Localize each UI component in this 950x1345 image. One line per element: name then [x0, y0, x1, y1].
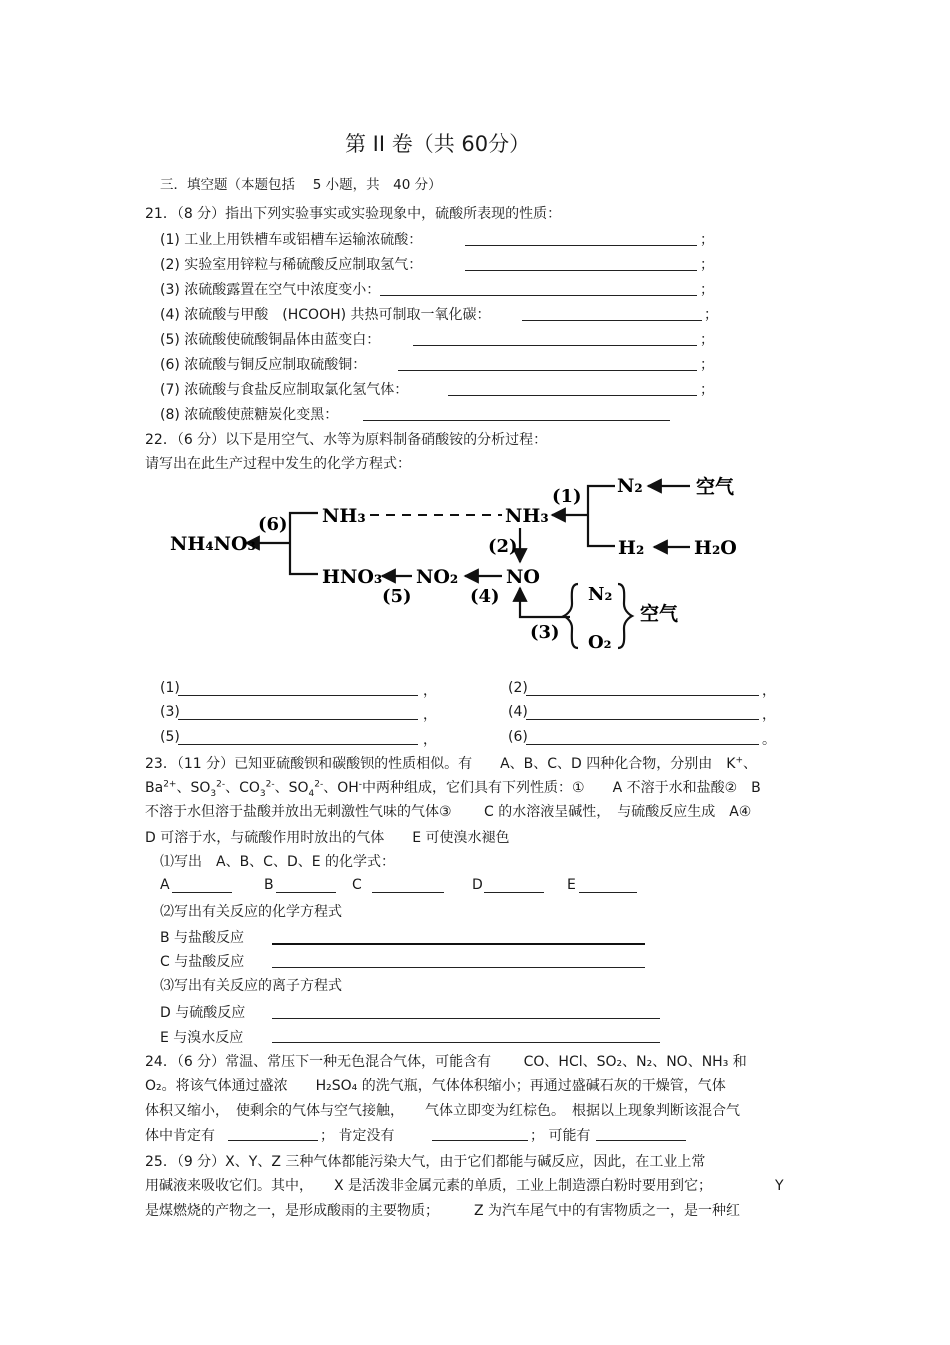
q21-sep-5: ； — [700, 332, 714, 348]
q24-possible-label: ； 可能有 — [530, 1128, 591, 1144]
q23-answer-b[interactable] — [276, 892, 336, 893]
q21-answer-8[interactable] — [363, 420, 670, 421]
q22-answer-1[interactable] — [178, 695, 418, 696]
q24-certain-label: 体中肯定有 — [145, 1128, 215, 1144]
q24-line-1: 24．（6 分）常温、常压下一种无色混合气体，可能含有 CO、HCl、SO₂、N₂、NO、NH₃ 和 — [145, 1054, 747, 1070]
q22-blank-label-5: (5) — [160, 729, 180, 745]
q22-comma-5: ， — [423, 732, 437, 748]
section-heading: 三．填空题（本题包括 5 小题，共 40 分） — [160, 177, 442, 193]
label-no2: NO₂ — [416, 566, 459, 588]
q23-d-answer[interactable] — [272, 1018, 660, 1019]
q23-answer-a[interactable] — [172, 892, 232, 893]
q23-line-2-rest: 中两种组成，它们具有下列性质：① A 不溶于水和盐酸② B — [362, 780, 761, 796]
q22-comma-2: ， — [762, 683, 776, 699]
label-step-1: (1) — [552, 486, 582, 507]
q23-letter-e: E — [567, 877, 576, 893]
q23-ion-so4: 、SO — [274, 780, 309, 796]
label-n2-bottom: N₂ — [588, 584, 613, 605]
q23-ion-oh: 、OH — [323, 780, 359, 796]
q22-blank-label-2: (2) — [508, 680, 528, 696]
label-step-5: (5) — [382, 586, 412, 607]
q24-certain-answer[interactable] — [228, 1140, 318, 1141]
page-title: 第 II 卷（共 60分） — [345, 132, 531, 156]
q22-blank-label-6: (6) — [508, 729, 528, 745]
q24-absent-label: ； 肯定没有 — [320, 1128, 395, 1144]
q21-sep-1: ； — [700, 232, 714, 248]
q21-answer-3[interactable] — [380, 295, 697, 296]
q23-line-1 — [145, 753, 757, 773]
q23-ion-so3-charge: 2- — [216, 779, 226, 790]
q21-answer-2[interactable] — [465, 270, 697, 271]
q23-c-answer[interactable] — [272, 967, 645, 968]
q23-answer-e[interactable] — [579, 892, 637, 893]
q22-stem: 22．（6 分）以下是用空气、水等为原料制备硝酸铵的分析过程： — [145, 432, 548, 448]
label-o2: O₂ — [588, 632, 612, 653]
q23-ion-so3: 、SO — [176, 780, 211, 796]
label-no: NO — [506, 566, 540, 588]
q21-item-7: (7) 浓硫酸与食盐反应制取氯化氢气体： — [160, 382, 409, 398]
q23-e-answer[interactable] — [272, 1042, 660, 1043]
q24-absent-answer[interactable] — [432, 1140, 528, 1141]
q23-ion-ba: Ba — [145, 780, 164, 796]
nh4no3-process-diagram — [160, 470, 760, 660]
q23-ion-co3-charge: 2- — [265, 779, 275, 790]
label-step-2: (2) — [488, 536, 518, 557]
label-air-top: 空气 — [696, 476, 735, 498]
q24-line-2: O₂。将该气体通过盛浓 H₂SO₄ 的洗气瓶，气体体积缩小；再通过盛碱石灰的干燥管，气体 — [145, 1078, 726, 1094]
q23-ion-so4-charge: 2- — [314, 779, 324, 790]
q22-prompt: 请写出在此生产过程中发生的化学方程式： — [145, 456, 411, 472]
q23-letter-d: D — [472, 877, 483, 893]
label-nh4no3: NH₄NO₃ — [170, 533, 256, 555]
q23-line-1-end: 、 — [743, 756, 757, 772]
label-hno3: HNO₃ — [322, 566, 383, 588]
q22-answer-4[interactable] — [526, 719, 759, 720]
q23-ion-so3-sub: 3 — [210, 788, 217, 799]
q23-answer-c[interactable] — [372, 892, 444, 893]
label-nh3-left: NH₃ — [322, 505, 366, 527]
q23-sub-3: ⑶写出有关反应的离子方程式 — [160, 978, 342, 994]
q25-line-2: 用碱液来吸收它们。其中， X 是活泼非金属元素的单质，工业上制造漂白粉时要用到它； Y — [145, 1178, 784, 1194]
q23-ion-so4-sub: 4 — [308, 788, 315, 799]
q21-sep-3: ； — [700, 282, 714, 298]
q21-item-1: (1) 工业上用铁槽车或铝槽车运输浓硫酸： — [160, 232, 423, 248]
q23-sub-1: ⑴写出 A、B、C、D、E 的化学式： — [160, 854, 396, 870]
q22-answer-2[interactable] — [526, 695, 759, 696]
q21-answer-6[interactable] — [398, 370, 697, 371]
q23-ion-co3-sub: 3 — [259, 788, 266, 799]
q21-item-5: (5) 浓硫酸使硫酸铜晶体由蓝变白： — [160, 332, 381, 348]
q21-answer-4[interactable] — [522, 320, 702, 321]
q22-answer-3[interactable] — [178, 719, 418, 720]
q21-stem: 21．（8 分）指出下列实验事实或实验现象中，硫酸所表现的性质： — [145, 206, 562, 222]
q25-line-3: 是煤燃烧的产物之一，是形成酸雨的主要物质； Z 为汽车尾气中的有害物质之一，是一种红 — [145, 1203, 741, 1219]
q21-answer-5[interactable] — [413, 345, 697, 346]
q21-answer-7[interactable] — [448, 395, 697, 396]
label-h2o: H₂O — [694, 537, 737, 559]
q21-sep-4: ； — [704, 307, 718, 323]
q21-item-8: (8) 浓硫酸使蔗糖炭化变黑： — [160, 407, 339, 423]
q23-line-2 — [145, 777, 761, 799]
label-step-3: (3) — [530, 622, 560, 643]
q23-k-charge: + — [735, 755, 743, 766]
label-nh3-right: NH₃ — [505, 505, 549, 527]
q23-ion-co3: 、CO — [225, 780, 260, 796]
q23-line-4: D 可溶于水，与硫酸作用时放出的气体 E 可使溴水褪色 — [145, 830, 510, 846]
label-air-bottom: 空气 — [640, 603, 679, 625]
q22-answer-6[interactable] — [526, 744, 759, 745]
q23-b-answer[interactable] — [272, 943, 645, 945]
q23-line-1-text: 23．（11 分）已知亚硫酸钡和碳酸钡的性质相似。有 A、B、C、D 四种化合物，分别由 K — [145, 756, 736, 772]
label-h2: H₂ — [618, 537, 645, 559]
q25-line-1: 25．（9 分）X、Y、Z 三种气体都能污染大气，由于它们都能与碱反应，因此，在工业上常 — [145, 1154, 706, 1170]
label-step-4: (4) — [470, 586, 500, 607]
q23-b-label: B 与盐酸反应 — [160, 930, 245, 946]
q22-comma-4: ， — [762, 707, 776, 723]
label-step-6: (6) — [258, 514, 288, 535]
q23-ion-ba-charge: 2+ — [163, 779, 177, 790]
q23-c-label: C 与盐酸反应 — [160, 954, 245, 970]
q22-comma-1: ， — [423, 683, 437, 699]
q23-line-3: 不溶于水但溶于盐酸并放出无刺激性气味的气体③ C 的水溶液呈碱性， 与硫酸反应生成 A④ — [145, 804, 752, 820]
q22-blank-label-3: (3) — [160, 704, 180, 720]
q24-possible-answer[interactable] — [596, 1140, 686, 1141]
q21-sep-7: ； — [700, 382, 714, 398]
q22-answer-5[interactable] — [178, 744, 418, 745]
q23-sub-2: ⑵写出有关反应的化学方程式 — [160, 904, 342, 920]
q23-letter-a: A — [160, 877, 170, 893]
q23-answer-d[interactable] — [484, 892, 544, 893]
q22-blank-label-1: (1) — [160, 680, 180, 696]
q21-item-3: (3) 浓硫酸露置在空气中浓度变小： — [160, 282, 381, 298]
q21-sep-6: ； — [700, 357, 714, 373]
q22-period: 。 — [762, 732, 776, 748]
q23-e-label: E 与溴水反应 — [160, 1030, 244, 1046]
label-n2-top: N₂ — [617, 475, 643, 497]
q23-d-label: D 与硫酸反应 — [160, 1005, 246, 1021]
q21-item-2: (2) 实验室用锌粒与稀硫酸反应制取氢气： — [160, 257, 423, 273]
q24-line-3: 体积又缩小， 使剩余的气体与空气接触， 气体立即变为红棕色。 根据以上现象判断该混合气 — [145, 1103, 740, 1119]
q23-ion-oh-charge: - — [358, 779, 363, 790]
q21-sep-2: ； — [700, 257, 714, 273]
q23-letter-b: B — [264, 877, 274, 893]
q23-letter-c: C — [352, 877, 362, 893]
q21-item-6: (6) 浓硫酸与铜反应制取硫酸铜： — [160, 357, 367, 373]
q22-blank-label-4: (4) — [508, 704, 528, 720]
q21-answer-1[interactable] — [465, 245, 697, 246]
q21-item-4: (4) 浓硫酸与甲酸 (HCOOH) 共热可制取一氧化碳： — [160, 307, 491, 323]
q22-comma-3: ， — [423, 707, 437, 723]
